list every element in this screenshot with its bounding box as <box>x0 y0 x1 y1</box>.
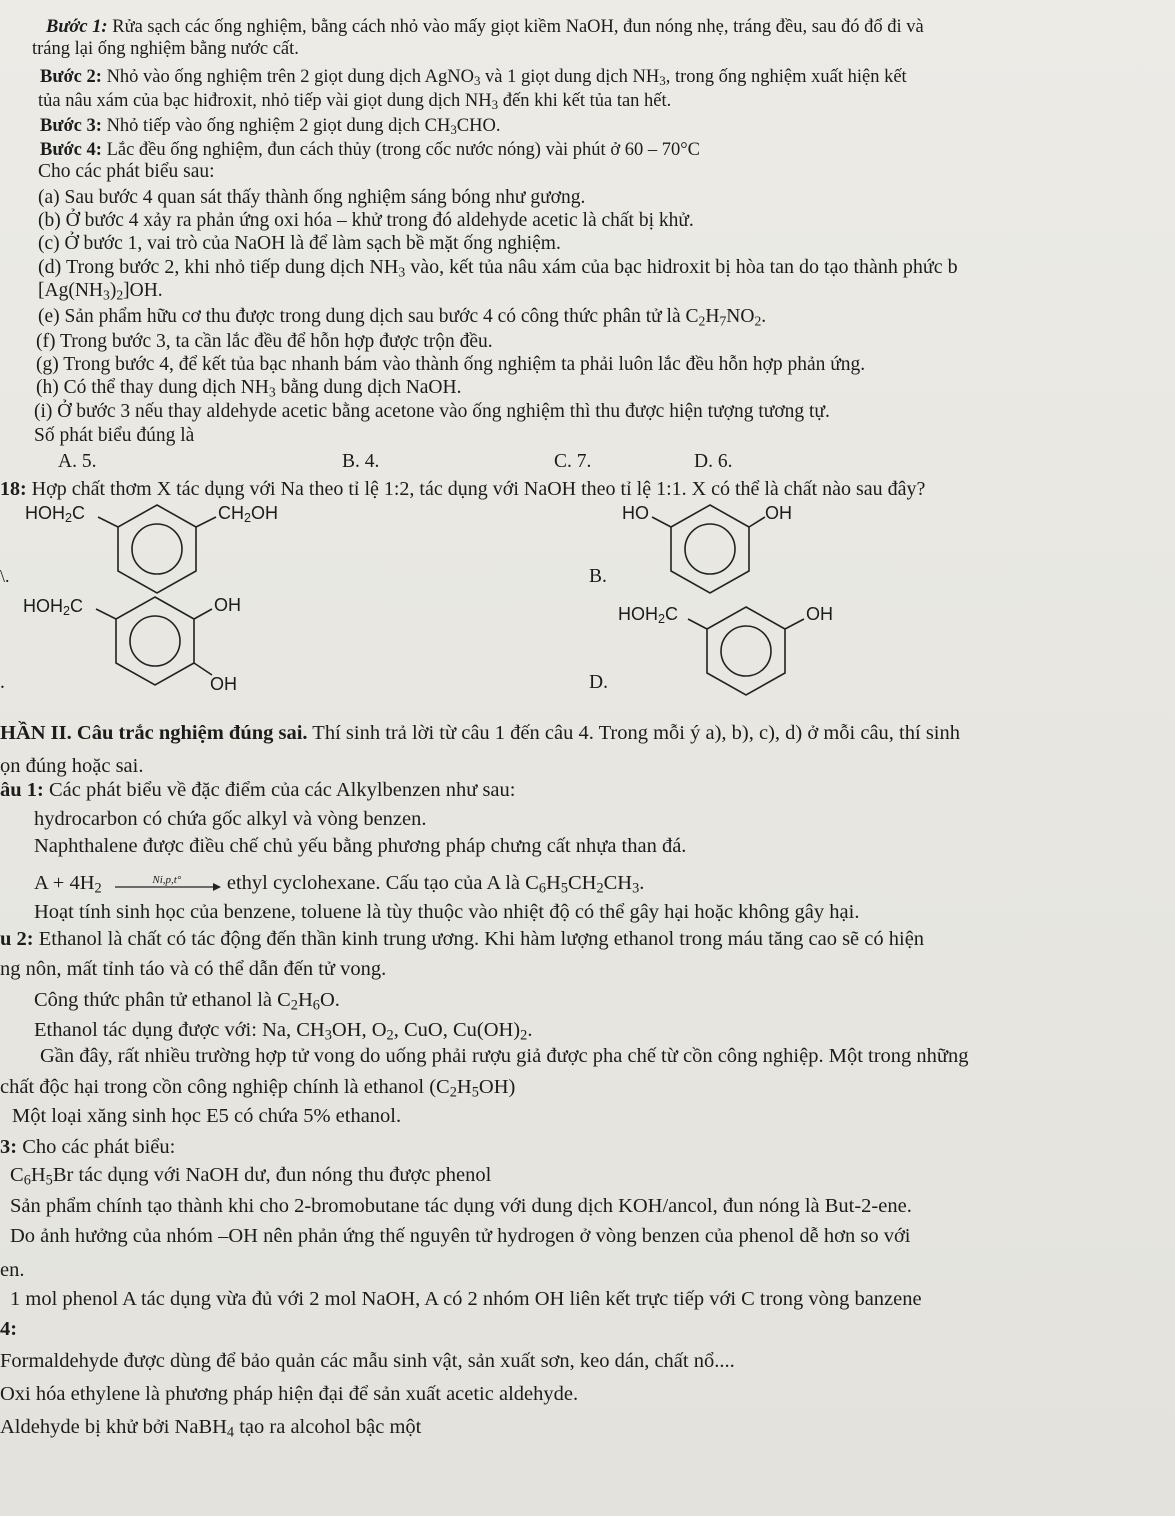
option-c-letter[interactable]: . <box>0 672 5 693</box>
struct-a-ring-circle <box>132 524 182 574</box>
cau-1-c-right4: CH <box>603 872 633 894</box>
reaction-condition: Ni,p,t° <box>152 874 182 887</box>
statement-e4: . <box>761 306 767 327</box>
statement-b: (b) Ở bước 4 xảy ra phản ứng oxi hóa – khử trong đó aldehyde acetic là chất bị khử. <box>38 210 694 231</box>
cau-3 <box>0 1136 175 1158</box>
sub: 5 <box>560 880 568 897</box>
cau-2-c-cont <box>0 1076 516 1101</box>
sub: 5 <box>471 1084 479 1101</box>
cau-1-c-right5: . <box>639 872 645 894</box>
struct-c-ring <box>116 597 194 685</box>
step-3-label: Bước 3: <box>40 116 102 136</box>
cau-1-c-left: A + 4H <box>34 872 95 894</box>
sub: 2 <box>754 313 762 329</box>
cau-1-d: Hoạt tính sinh học của benzene, toluene là tùy thuộc vào nhiệt độ có thể gây hại hoặc không gây hại. <box>34 901 860 923</box>
struct-b-ring-circle <box>685 524 735 574</box>
cau-2-text: Ethanol là chất có tác động đến thần kinh trung ương. Khi hàm lượng ethanol trong máu tăng cao sẽ có hiện <box>33 928 925 950</box>
sub: 2 <box>698 313 706 329</box>
struct-a-ring <box>118 505 196 593</box>
statement-c: (c) Ở bước 1, vai trò của NaOH là để làm sạch bề mặt ống nghiệm. <box>38 233 561 254</box>
sub: 2 <box>290 997 298 1014</box>
cau-2-c-cont3: OH) <box>478 1076 516 1098</box>
option-b-letter[interactable]: B. <box>589 566 607 587</box>
struct-c-bottom-label: OH <box>210 674 237 694</box>
statement-d3a: [Ag(NH <box>38 280 103 301</box>
cau-4-a: Formaldehyde được dùng để bảo quản các mẫu sinh vật, sản xuất sơn, keo dán, chất nổ.... <box>0 1350 735 1372</box>
option-d[interactable]: D. 6. <box>694 451 733 472</box>
option-a-letter[interactable]: \. <box>0 566 10 586</box>
statement-d3b: ) <box>109 280 117 301</box>
struct-d-ring <box>707 607 785 695</box>
cau-3-a <box>10 1164 492 1189</box>
cau-2-label: u 2: <box>0 928 34 950</box>
sub: 5 <box>45 1172 53 1189</box>
step-4-label: Bước 4: <box>40 140 102 160</box>
sub: 2 <box>116 287 124 303</box>
cau-2-cont: ng nôn, mất tỉnh táo và có thể dẫn đến tử vong. <box>0 958 387 980</box>
sub: 3 <box>450 122 457 138</box>
step-3-text2: CHO. <box>456 116 501 136</box>
step-1-cont: tráng lại ống nghiệm bằng nước cất. <box>32 39 299 59</box>
struct-c-left-label <box>23 596 83 617</box>
sub: 2 <box>386 1027 394 1044</box>
sub: 2 <box>520 1027 528 1044</box>
struct-c-left-b: C <box>70 596 84 616</box>
cau-3-a2: H <box>30 1164 46 1186</box>
struct-d-ring-circle <box>721 626 771 676</box>
statement-i: (i) Ở bước 3 nếu thay aldehyde acetic bằng acetone vào ống nghiệm thì thu được hiện tượng tương tự. <box>34 401 830 422</box>
step-4-text: Lắc đều ống nghiệm, đun cách thủy (trong cốc nước nóng) vài phút ở 60 – 70°C <box>106 140 700 160</box>
cau-2-c-cont1: chất độc hại trong cồn công nghiệp chính là ethanol (C <box>0 1076 450 1098</box>
cau-3-d: 1 mol phenol A tác dụng vừa đủ với 2 mol NaOH, A có 2 nhóm OH liên kết trực tiếp với C trong vòng banzene <box>10 1288 922 1310</box>
struct-d-bond-right <box>785 619 804 629</box>
struct-b-left-label: HO <box>622 503 649 523</box>
sub: 2 <box>449 1084 457 1101</box>
sub: 2 <box>658 612 666 627</box>
part-2-title: HẦN II. Câu trắc nghiệm đúng sai. <box>0 722 308 744</box>
statement-h1: (h) Có thể thay dung dịch NH <box>36 377 269 398</box>
step-1-text: Rửa sạch các ống nghiệm, bằng cách nhỏ vào mấy giọt kiềm NaOH, đun nóng nhẹ, tráng đều, sau đó đổ đi và <box>112 17 924 37</box>
struct-c-left-a: HOH <box>23 596 63 616</box>
struct-c-top-label: OH <box>214 595 241 615</box>
struct-b-bond-left <box>652 517 671 527</box>
cau-1-c-right3: CH <box>567 872 597 894</box>
sub: 2 <box>63 604 71 619</box>
sub: 3 <box>491 97 499 113</box>
cau-2-b3: , CuO, Cu(OH) <box>393 1019 521 1041</box>
cau-2-c: Gần đây, rất nhiều trường hợp tử vong do uống phải rượu giả được pha chế từ cồn công nghiệp. Một trong những <box>40 1045 969 1067</box>
struct-d-left-label <box>618 604 678 625</box>
cau-2 <box>0 928 924 950</box>
statement-a: (a) Sau bước 4 quan sát thấy thành ống nghiệm sáng bóng như gương. <box>38 187 586 208</box>
sub: 7 <box>719 313 727 329</box>
step-1-label: Bước 1: <box>46 17 108 37</box>
sub: 3 <box>268 384 276 400</box>
cau-2-c-cont2: H <box>456 1076 472 1098</box>
cau-4-c <box>0 1416 422 1441</box>
cau-2-a1: Công thức phân tử ethanol là C <box>34 989 291 1011</box>
cau-3-b: Sản phẩm chính tạo thành khi cho 2-bromobutane tác dụng với dung dịch KOH/ancol, đun nóng là But-2-ene. <box>10 1195 912 1217</box>
cau-4-c2: tạo ra alcohol bậc một <box>234 1416 422 1438</box>
statement-d3c: ]OH. <box>123 280 163 301</box>
sub: 3 <box>632 880 640 897</box>
struct-c-ring-circle <box>130 616 180 666</box>
sub: 3 <box>102 287 110 303</box>
cau-3-c-cont: en. <box>0 1259 25 1281</box>
part-2-heading <box>0 722 960 744</box>
struct-c-bond-top <box>194 609 212 619</box>
sub: 3 <box>659 73 666 89</box>
sub: 3 <box>473 73 481 89</box>
cau-1-b: Naphthalene được điều chế chủ yếu bằng phương pháp chưng cất nhựa than đá. <box>34 835 687 857</box>
question-18-label: 18: <box>0 478 27 500</box>
cau-3-a1: C <box>10 1164 24 1186</box>
struct-d-left-a: HOH <box>618 604 658 624</box>
struct-a-left-a: HOH <box>25 503 65 523</box>
step-2-text3: , trong ống nghiệm xuất hiện kết <box>665 67 907 87</box>
step-2-label: Bước 2: <box>40 67 102 87</box>
sub: 2 <box>244 511 252 526</box>
statement-d2: vào, kết tủa nâu xám của bạc hidroxit bị hòa tan do tạo thành phức b <box>405 256 958 278</box>
cau-1-label: âu 1: <box>0 779 44 801</box>
option-c[interactable]: C. 7. <box>554 451 592 472</box>
cau-3-label: 3: <box>0 1136 18 1158</box>
step-2-cont2: đến khi kết tủa tan hết. <box>498 91 672 111</box>
struct-a-right-b: OH <box>251 503 279 523</box>
cau-2-b2: OH, O <box>331 1019 387 1041</box>
statement-f: (f) Trong bước 3, ta cần lắc đều để hỗn hợp được trộn đều. <box>36 331 493 352</box>
part-2-rest: Thí sinh trả lời từ câu 1 đến câu 4. Trong mỗi ý a), b), c), d) ở mỗi câu, thí sinh <box>307 722 960 744</box>
sub: 2 <box>596 880 604 897</box>
step-2-text2: và 1 giọt dung dịch NH <box>480 67 660 87</box>
cau-1-text: Các phát biểu về đặc điểm của các Alkylbenzen như sau: <box>43 779 516 801</box>
cau-2-a2: H <box>297 989 313 1011</box>
cau-1-c-right1: ethyl cyclohexane. Cấu tạo của A là C <box>226 872 539 894</box>
struct-d-right-label: OH <box>806 604 833 624</box>
step-2-cont1: tủa nâu xám của bạc hiđroxit, nhỏ tiếp vài giọt dung dịch NH <box>38 91 492 111</box>
step-2-text1: Nhỏ vào ống nghiệm trên 2 giọt dung dịch AgNO <box>106 67 474 87</box>
count-question: Số phát biểu đúng là <box>34 425 195 446</box>
part-2-cont: ọn đúng hoặc sai. <box>0 755 144 777</box>
cau-4-c1: Aldehyde bị khử bởi NaBH <box>0 1416 227 1438</box>
struct-a-bond-left <box>98 517 118 527</box>
sub: 3 <box>398 265 406 281</box>
cau-1-c-right2: H <box>545 872 561 894</box>
cau-3-text: Cho các phát biểu: <box>17 1136 176 1158</box>
struct-a-bond-right <box>196 517 216 527</box>
option-a[interactable]: A. 5. <box>58 451 97 472</box>
cau-4-b: Oxi hóa ethylene là phương pháp hiện đại để sản xuất acetic aldehyde. <box>0 1383 579 1405</box>
cau-3-c: Do ảnh hưởng của nhóm –OH nên phản ứng thế nguyên tử hydrogen ở vòng benzen của phenol dễ hơn so với <box>10 1225 911 1247</box>
option-b[interactable]: B. 4. <box>342 451 380 472</box>
cau-2-b1: Ethanol tác dụng được với: Na, CH <box>34 1019 325 1041</box>
step-3-text1: Nhỏ tiếp vào ống nghiệm 2 giọt dung dịch CH <box>106 116 451 136</box>
reaction-arrow <box>113 873 221 895</box>
statement-h2: bằng dung dịch NaOH. <box>275 377 462 398</box>
arrow-icon <box>113 883 221 891</box>
statement-e1: (e) Sản phẩm hữu cơ thu được trong dung dịch sau bước 4 có công thức phân tử là C <box>38 306 699 327</box>
cau-1-c <box>34 872 644 895</box>
statement-g: (g) Trong bước 4, để kết tủa bạc nhanh bám vào thành ống nghiệm ta phải luôn lắc đều hỗn hợp phản ứng. <box>36 354 866 375</box>
sub: 3 <box>324 1027 332 1044</box>
sub: 6 <box>538 880 546 897</box>
struct-b-right-label: OH <box>765 503 792 523</box>
struct-b-bond-right <box>749 517 765 527</box>
struct-b-ring <box>671 505 749 593</box>
cau-1 <box>0 779 515 801</box>
cau-2-a3: O. <box>319 989 340 1011</box>
cau-1-a: hydrocarbon có chứa gốc alkyl và vòng benzen. <box>34 808 427 830</box>
statement-e2: H <box>705 306 720 327</box>
intro: Cho các phát biểu sau: <box>38 161 215 182</box>
struct-a-left-b: C <box>72 503 86 523</box>
sub: 2 <box>94 880 102 897</box>
struct-d-bond-left <box>688 619 707 629</box>
cau-2-b <box>34 1019 533 1044</box>
question-18-text: Hợp chất thơm X tác dụng với Na theo tỉ lệ 1:2, tác dụng với NaOH theo tỉ lệ 1:1. X có thể là chất nào sau đây? <box>31 478 926 500</box>
sub: 2 <box>65 511 73 526</box>
sub: 6 <box>312 997 320 1014</box>
cau-4-label <box>0 1318 17 1340</box>
statement-d1: (d) Trong bước 2, khi nhỏ tiếp dung dịch NH <box>38 256 399 278</box>
sub: 6 <box>23 1172 31 1189</box>
option-d-letter[interactable]: D. <box>589 672 608 693</box>
struct-c-bond-left <box>96 609 116 619</box>
cau-3-a3: Br tác dụng với NaOH dư, đun nóng thu được phenol <box>52 1164 492 1186</box>
struct-a-right-a: CH <box>218 503 244 523</box>
cau-2-a <box>34 989 340 1014</box>
struct-d-left-b: C <box>665 604 679 624</box>
statement-e3: NO <box>726 306 755 327</box>
cau-2-d: Một loại xăng sinh học E5 có chứa 5% ethanol. <box>12 1105 402 1127</box>
cau-4-label-text: 4: <box>0 1318 18 1340</box>
cau-2-b4: . <box>527 1019 533 1041</box>
sub: 4 <box>226 1424 235 1441</box>
